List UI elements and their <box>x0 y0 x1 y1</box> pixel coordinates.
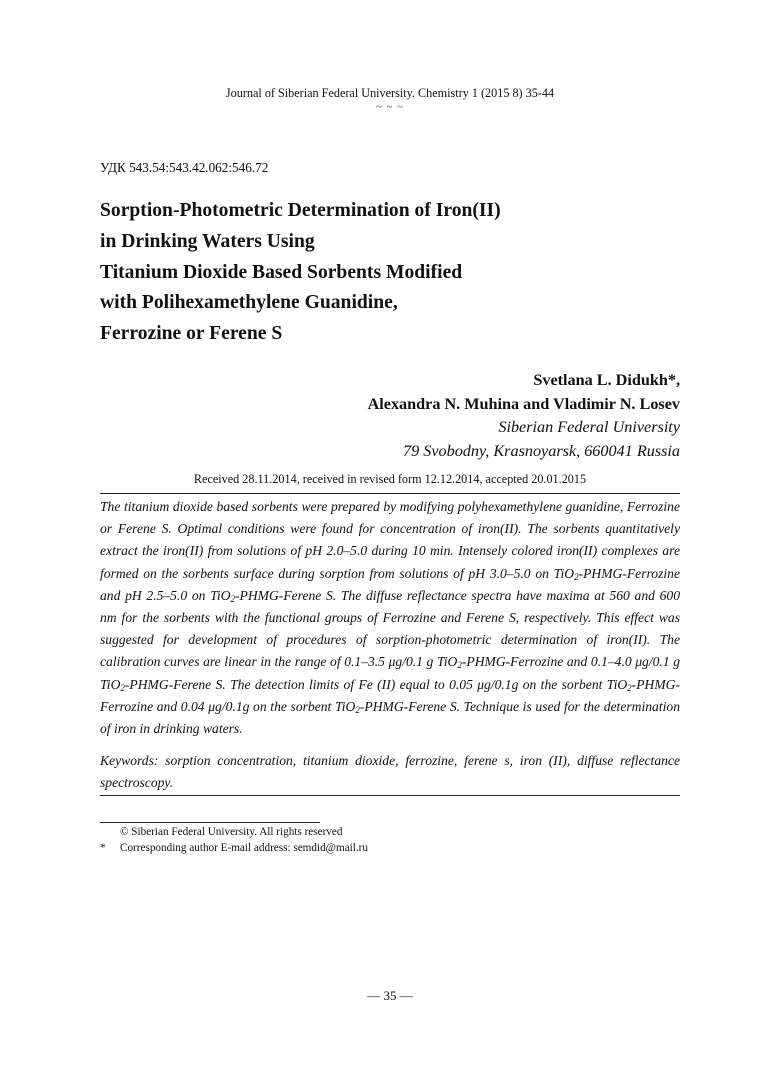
affiliation: Siberian Federal University <box>498 418 680 436</box>
title-line: with Polihexamethylene Guanidine, <box>100 292 398 314</box>
article-title <box>100 196 660 350</box>
journal-header: Journal of Siberian Federal University. Chemistry 1 (2015 8) 35-44 <box>225 86 555 100</box>
footnote-rule <box>100 822 320 823</box>
udc-code: УДК 543.54:543.42.062:546.72 <box>100 160 269 175</box>
abstract-top-rule <box>100 493 680 494</box>
abstract-text: The titanium dioxide based sorbents were prepared by modifying polyhexamethylene guanidine, Ferrozine or Ferene S. Optimal conditions were found for concentration of iron(II). The sorbents quantitatively extract the iron(II) from solutions of pH 2.0–5.0 during 10 min. Intensely colored iron(II) complexes are formed on the sorbents surface during sorption from solutions of pH 3.0–5.0 on TiO <box>100 499 680 581</box>
title-line: Ferrozine or Ferene S <box>100 323 283 345</box>
subscript: 2 <box>230 593 236 604</box>
received-dates: Received 28.11.2014, received in revised form 12.12.2014, accepted 20.01.2015 <box>193 472 587 486</box>
subscript: 2 <box>627 682 632 693</box>
address: 79 Svobodny, Krasnoyarsk, 660041 Russia <box>403 441 680 460</box>
title-line: Sorption-Photometric Determination of Iron(II) <box>100 200 501 221</box>
header-ornament: ~ ~ ~ <box>375 101 405 113</box>
subscript: 2 <box>457 660 462 671</box>
author-line-2: Alexandra N. Muhina and Vladimir N. Losev <box>367 394 680 413</box>
abstract <box>100 496 680 740</box>
abstract-text: -PHMG-Ferene S. The detection limits of Fe (II) equal to 0.05 μg/0.1g on the sorbent TiO <box>124 676 628 692</box>
corresponding-author-note: * Corresponding author E-mail address: semdid@mail.ru <box>100 841 368 857</box>
subscript: 2 <box>355 704 360 715</box>
footnotes <box>100 825 368 856</box>
title-line: in Drinking Waters Using <box>100 230 315 252</box>
author-block <box>368 369 680 463</box>
footnote-mark: * <box>100 841 106 854</box>
title-line: Titanium Dioxide Based Sorbents Modified <box>100 261 463 283</box>
abstract-text: -PHMG-Ferene S. Technique is used for the determination of iron in drinking waters. <box>100 698 680 737</box>
abstract-text: -PHMG-Ferrozine and 0.04 μg/0.1g on the sorbent TiO <box>100 676 680 714</box>
subscript: 2 <box>574 571 579 582</box>
abstract-text: -PHMG-Ferrozine and 0.1–4.0 μg/0.1 g TiO <box>100 654 681 692</box>
keywords: Keywords: sorption concentration, titanium dioxide, ferrozine, ferene s, iron (II), diffuse reflectance spectroscopy. <box>100 753 680 791</box>
page-number: ― 35 ― <box>367 988 413 1003</box>
abstract-text: -PHMG-Ferene S. The diffuse reflectance spectra have maxima at 560 and 600 nm for the sorbents with the functional groups of Ferrozine and Ferene S, respectively. This effect was suggested for development of procedures of sorption-photometric determination of iron(II). The calibration curves are linear in the range of 0.1–3.5 μg/0.1 g TiO <box>100 587 680 670</box>
copyright-note: © Siberian Federal University. All rights reserved <box>120 826 343 838</box>
author-line-1: Svetlana L. Didukh*, <box>533 371 680 389</box>
subscript: 2 <box>120 682 125 693</box>
abstract-text: -PHMG-Ferrozine and pH 2.5–5.0 on TiO <box>100 565 680 603</box>
keywords-bottom-rule <box>100 795 680 796</box>
